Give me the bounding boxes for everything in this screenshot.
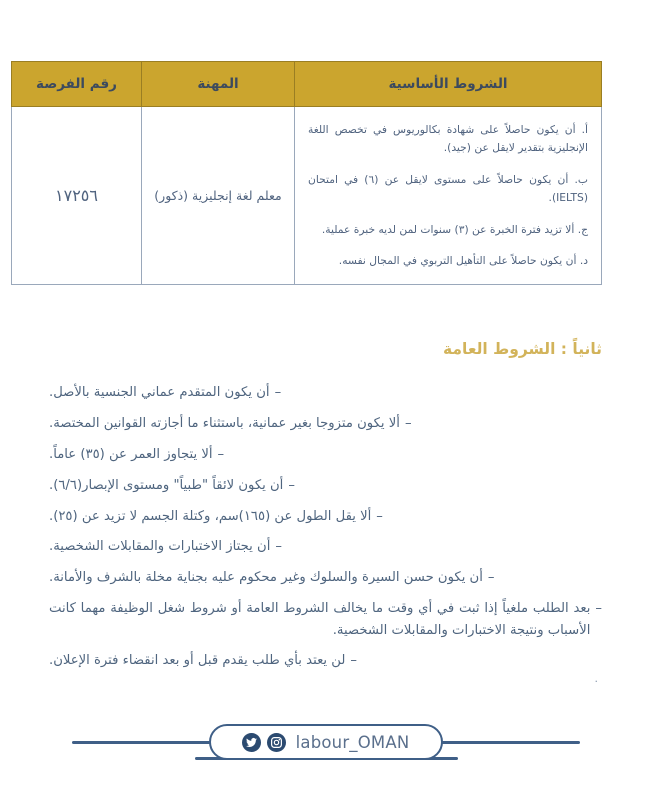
list-item-label: بعد الطلب ملغياً إذا ثبت في أي وقت ما يخالف الشروط العامة أو شروط شغل الوظيفة مهما كانت الأسباب ونتيجة الاختبارات والمقابلات الشخصية.: [49, 601, 591, 638]
list-item: [49, 382, 602, 403]
list-item: [49, 650, 602, 671]
list-item: [49, 598, 602, 641]
condition-item-c: ج. ألا تزيد فترة الخبرة عن (٣) سنوات لمن لديه خبرة عملية.: [321, 222, 588, 236]
table-row: [12, 107, 602, 285]
twitter-icon[interactable]: [242, 733, 261, 752]
condition-item-d: د. أن يكون حاصلاً على التأهيل التربوي في المجال نفسه.: [338, 254, 588, 268]
list-item-label: أن يجتاز الاختبارات والمقابلات الشخصية.: [49, 539, 271, 555]
opportunity-table-container: [36, 61, 602, 285]
list-bullet: –: [350, 653, 357, 669]
list-bullet: –: [376, 508, 383, 524]
general-conditions-heading: ثانياً : الشروط العامة: [443, 340, 602, 358]
list-item-label: ألا يقل الطول عن (١٦٥)سم، وكتلة الجسم لا تزيد عن (٢٥).: [49, 508, 372, 524]
cell-profession: معلم لغة إنجليزية (ذكور): [142, 107, 295, 285]
footer-rule-right: [437, 741, 580, 744]
instagram-icon[interactable]: [267, 733, 286, 752]
column-header-profession: المهنة: [142, 62, 295, 107]
list-bullet: –: [487, 570, 495, 586]
social-handle-pill[interactable]: [209, 724, 443, 760]
cell-basic-conditions: [295, 107, 602, 285]
page-mark: .: [594, 672, 598, 685]
footer-social-bar: [0, 722, 651, 762]
condition-item-b: ب. أن يكون حاصلاً على مستوى لايقل عن (٦) في امتحان (IELTS).: [308, 172, 588, 205]
list-item: [49, 475, 602, 496]
social-handle-label: labour_OMAN: [295, 732, 410, 752]
footer-rule-left: [72, 741, 215, 744]
list-bullet: –: [404, 415, 412, 431]
table-body: [12, 107, 602, 285]
list-bullet: –: [595, 601, 602, 617]
list-item-label: ألا يكون متزوجا بغير عمانية، باستثناء ما أجازته القوانين المختصة.: [49, 415, 400, 431]
list-item: [49, 567, 602, 588]
general-conditions-list: [49, 382, 602, 681]
column-header-basic-conditions: الشروط الأساسية: [295, 62, 602, 107]
list-item: [49, 536, 602, 557]
cell-opportunity-number: ١٧٢٥٦: [12, 107, 142, 285]
list-bullet: –: [217, 446, 225, 462]
list-item-label: ألا يتجاوز العمر عن (٣٥) عاماً.: [49, 446, 213, 462]
table-header-row: [12, 62, 602, 107]
list-item-label: أن يكون لائقاً "طبياً" ومستوى الإبصار(٦/٦).: [49, 477, 284, 493]
condition-item-a: أ. أن يكون حاصلاً على شهادة بكالوريوس في تخصص اللغة الإنجليزية بتقدير لايقل عن (جيد).: [308, 123, 588, 155]
list-item: [49, 444, 602, 465]
list-item-label: لن يعتد بأي طلب يقدم قبل أو بعد انقضاء فترة الإعلان.: [49, 653, 346, 669]
list-item-label: أن يكون حسن السيرة والسلوك وغير محكوم عليه بجناية مخلة بالشرف والأمانة.: [49, 570, 483, 586]
list-bullet: –: [275, 539, 282, 555]
list-item: [49, 506, 602, 527]
list-item-label: أن يكون المتقدم عماني الجنسية بالأصل.: [49, 385, 270, 400]
table-header: [12, 62, 602, 107]
column-header-opportunity-number: رقم الفرصة: [12, 62, 142, 107]
opportunity-table: [11, 61, 602, 285]
list-item: [49, 413, 602, 434]
list-bullet: –: [274, 385, 282, 400]
list-bullet: –: [288, 477, 295, 493]
